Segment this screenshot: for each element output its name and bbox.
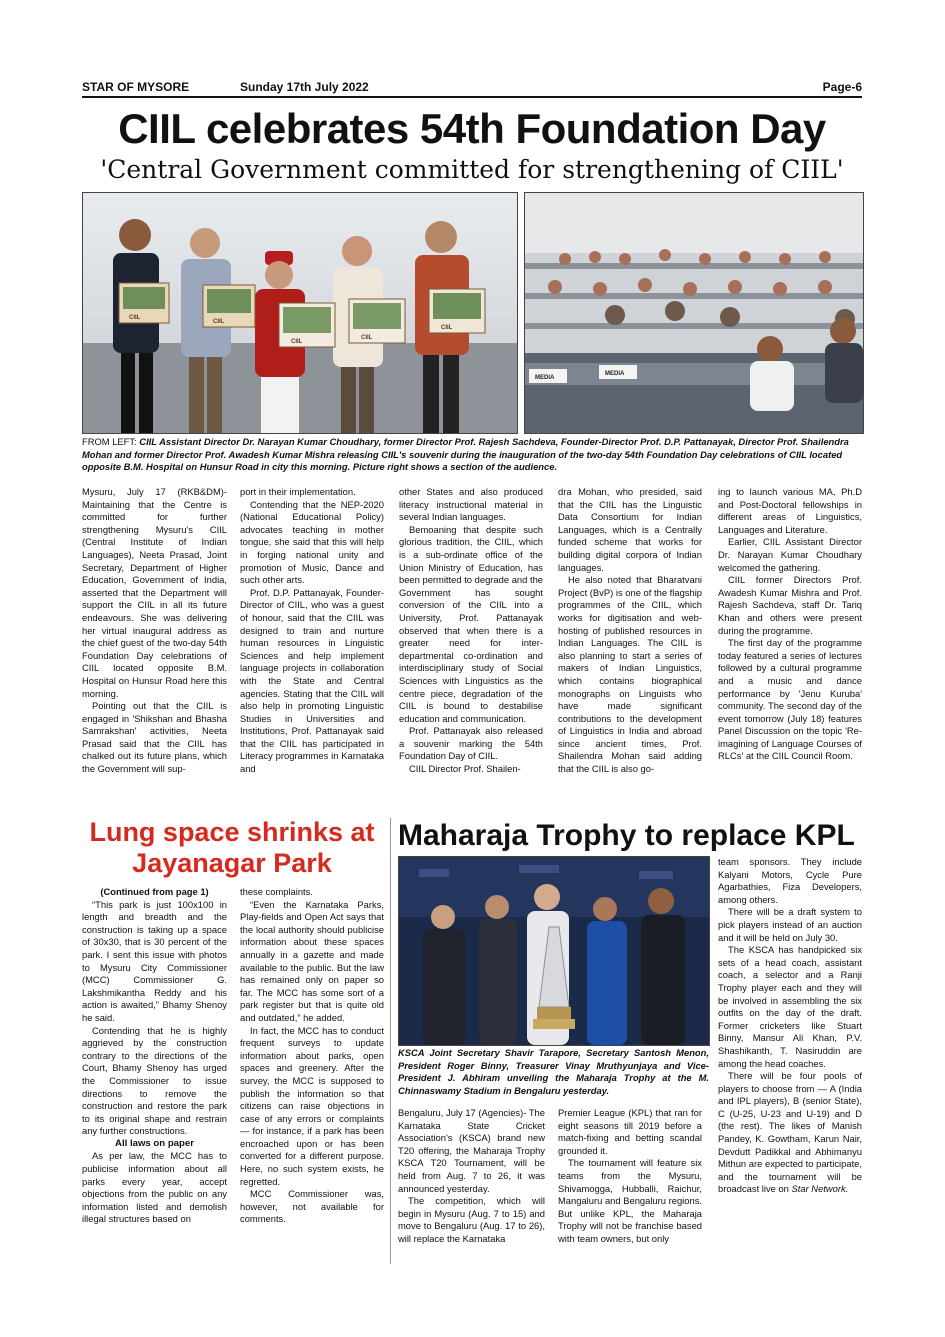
paragraph: The first day of the programme today featured a series of lectures followed by a cultural programme and a music and dance performance by 'Jenu Kuruba' community. The second day of the event tomorrow (July 18) features Panel Discussion on the topic 'Re-imagining of Language Courses of RLCs' at the CIIL Council Room.: [718, 637, 862, 762]
main-headline: CIIL celebrates 54th Foundation Day: [118, 105, 826, 152]
photo-souvenir-release: [82, 192, 518, 434]
book-label: CIIL: [441, 325, 453, 331]
main-photo-caption: [82, 436, 864, 474]
book-label: CIIL: [361, 335, 373, 341]
paragraph: these complaints.: [240, 886, 313, 897]
page-number: Page-6: [822, 80, 862, 94]
main-column-1: [82, 486, 227, 776]
photo-audience-art: [525, 193, 863, 433]
photo-trophy-art: [399, 857, 709, 1045]
continued-note: (Continued from page 1): [100, 886, 209, 897]
paragraph: The tournament will feature six teams from the Mysuru, Shivamogga, Hubballi, Raichur, Mangaluru and Bengaluru regions. But unlike KPL, the Maharaja Trophy will not be franchise based with team owners, but only: [558, 1157, 702, 1244]
lung-column-1: [82, 886, 227, 1226]
media-label: MEDIA: [535, 375, 555, 381]
lung-space-headline: Lung space shrinks at Jayanagar Park: [89, 817, 375, 878]
caption-lead: FROM LEFT:: [82, 436, 137, 447]
paragraph: Prof. D.P. Pattanayak, Founder-Director of CIIL, who was a guest of honour, said that the CIIL was designed to train and nurture human resources in Linguistic Sciences and help implement language projects in collaboration with the State and Central agencies. Stating that the CIIL will also help in promoting Linguistic Studies in Universities and Institutions, Prof. Pattanayak said that the CIIL has participated in Literacy programmes in Karnataka and: [240, 586, 384, 775]
paragraph: port in their implementation.: [240, 486, 356, 497]
maharaja-trophy-headline: Maharaja Trophy to replace KPL: [398, 819, 855, 852]
paragraph: There will be a draft system to pick players instead of an auction and it will be held on July 30.: [718, 906, 862, 943]
paragraph: Pointing out that the CIIL is engaged in 'Shikshan and Bhasha Samrakshan' activities, Neeta Prasad said that the CIIL has chalked out its future plans, which the Government will sup-: [82, 700, 227, 775]
issue-date: Sunday 17th July 2022: [240, 80, 369, 94]
paragraph: He also noted that Bharatvani Project (BvP) is one of the flagship programmes of the CIIL, which works for digitisation and web-hosting of published resources in Indian Languages. The CIIL is also planning to start a series of makers of Indian Linguistics, which contains biographical monographs on Linguists who have made significant contributions to the development of Linguistics in India and abroad since ancient times, Prof. Shailendra Mohan said adding that the CIIL is also go-: [558, 574, 702, 775]
kpl-column-3: [718, 856, 862, 1196]
paragraph: Bengaluru, July 17 (Agencies)- The Karnataka State Cricket Association's (KSCA) brand new T20 offering, the Maharaja Trophy KSCA T20 Tournament, will be held from Aug. 7 to 26, it was announced yesterday.: [398, 1107, 545, 1194]
photo-trophy-unveiling: [398, 856, 710, 1046]
masthead-rule: [82, 96, 862, 98]
book-label: CIIL: [291, 339, 303, 345]
book-label: CIIL: [129, 315, 141, 321]
kpl-column-1: [398, 1107, 545, 1246]
paragraph: Premier League (KPL) that ran for eight seasons till 2019 before a match-fixing and betting scandal grounded it.: [558, 1107, 702, 1156]
paragraph: Bemoaning that despite such glorious tradition, the CIIL, which is a sub-ordinate office of the Union Ministry of Education, has been permitted to degrade and the Government has sought conversion of the CIIL into a University, Prof. Pattanayak observed that when there is a greater need for inter-departmental co-ordination and interdisciplinary study of Social Sciences with Linguistics as the centre piece, degradation of the CIIL is bound to destabilise education and communication.: [399, 523, 543, 724]
main-column-5: [718, 486, 862, 763]
paragraph: CIIL former Directors Prof. Awadesh Kumar Mishra and Prof. Rajesh Sachdeva, staff Dr. Tariq Khan and others were present during the programme.: [718, 574, 862, 636]
paragraph: MCC Commissioner was, however, not available for comments.: [240, 1188, 384, 1225]
paragraph: In fact, the MCC has to conduct frequent surveys to update information about parks, open spaces and greenery. After the survey, the MCC is supposed to publish the information so that citizens can raise objections in case of any errors or complaints — for instance, if a park has been encroached upon or has been converted for a different purpose. Here, no such system exists, he regretted.: [240, 1024, 384, 1187]
subhead-all-laws: All laws on paper: [115, 1137, 194, 1149]
paragraph: Contending that the NEP-2020 (National Educational Policy) advocates teaching in mother tongue, she said that this will help in forging national unity and promotion of Music, Dance and such other arts.: [240, 498, 384, 586]
photo-souvenir-release-art: [83, 193, 517, 433]
publication-name: STAR OF MYSORE: [82, 80, 190, 94]
media-label: MEDIA: [605, 371, 625, 377]
kpl-column-2: [558, 1107, 702, 1246]
column-divider: [390, 818, 391, 1264]
paragraph-text: There will be four pools of players to choose from — A (India and IPL players), B (senior State), C (U-25, U-23 and U-19) and D (the rest). The likes of Manish Pandey, K. Gowtham, Karun Nair, Devdutt Padikkal and Abhimanyu Mithun are expected to participate, and the tournament will be broadcast live on: [718, 1070, 862, 1195]
masthead: [82, 80, 862, 96]
photo-audience: [524, 192, 864, 434]
paragraph: As per law, the MCC has to publicise information about all parks every year, accept objections from the public on any information listed and demolish illegal structures based on: [82, 1150, 227, 1225]
book-label: CIIL: [213, 319, 225, 325]
paragraph: Earlier, CIIL Assistant Director Dr. Narayan Kumar Choudhary welcomed the gathering.: [718, 536, 862, 573]
lung-column-2: [240, 886, 384, 1226]
main-column-4: [558, 486, 702, 776]
paragraph: The competition, which will begin in Mysuru (Aug. 7 to 15) and move to Bengaluru (Aug. 17 to 26), will replace the Karnataka: [398, 1195, 545, 1244]
paragraph: team sponsors. They include Kalyani Motors, Cycle Pure Agarbathies, Fiza Developers, among others.: [718, 856, 862, 905]
paragraph: “Even the Karnataka Parks, Play-fields and Open Act says that the local authority should publicise information about these spaces annually in a gazette and made available to the public. But the law has remained only on paper so far. The MCC has some sort of a park register but that is quite old and outdated,” he added.: [240, 898, 384, 1023]
paragraph: CIIL Director Prof. Shailen-: [409, 763, 521, 775]
paragraph: other States and also produced literacy instructional material in several Indian languages.: [399, 486, 543, 523]
paragraph: ing to launch various MA, Ph.D and Post-Doctoral fellowships in different areas of Linguistics, Languages and Literature.: [718, 486, 862, 535]
paragraph: The KSCA has handpicked six sets of a head coach, assistant coach, a selector and a Ranji Trophy player each and they will be involved in assembling the six outfits on the day of the draft. Former cricketers like Stuart Binny, Mansur Ali Khan, P.V. Shashikanth, T. Nasiruddin are among the head coaches.: [718, 944, 862, 1069]
main-column-2: [240, 486, 384, 776]
caption-text: CIIL Assistant Director Dr. Narayan Kumar Choudhary, former Director Prof. Rajesh Sachdeva, Founder-Director Prof. D.P. Pattanayak, Director Prof. Shailendra Mohan and former Director Prof. Awadesh Kumar Mishra releasing CIIL's souvenir during the inauguration of the two-day 54th Foundation Day celebrations of CIIL located opposite B.M. Hospital on Hunsur Road in city this morning. Picture right shows a section of the audience.: [82, 436, 849, 473]
paragraph: “This park is just 100x100 in length and breadth and the construction is taking up a space of 30x30, that is 30 percent of the park. I sent this issue with photos to Mysuru City Commissioner (MCC) Commissioner G. Lakshmikantha Reddy and his action is awaited,” Bhamy Shenoy he said.: [82, 898, 227, 1023]
paragraph: Prof. Pattanayak also released a souvenir marking the 54th Foundation Day of CIIL.: [399, 725, 543, 762]
paragraph: dra Mohan, who presided, said that the CIIL has the Linguistic Data Consortium for Indian Languages, which is a Centrally funded scheme that works for building digital corpora of Indian languages.: [558, 486, 702, 573]
paragraph: [718, 1070, 862, 1196]
paragraph: Mysuru, July 17 (RKB&DM)- Maintaining that the Centre is committed for further strengthening Mysuru's CIIL (Central Institute of Indian Languages), Neeta Prasad, Joint Secretary, Department of Higher Education, Government of India, asserted that the Department will support the CIIL in all its future endeavours. She was delivering her virtual inaugural address as the chief guest of the two-day 54th Foundation Day celebrations of CIIL located opposite B.M. Hospital on Hunsur Road here this morning.: [82, 486, 227, 699]
trophy-photo-caption: KSCA Joint Secretary Shavir Tarapore, Secretary Santosh Menon, President Roger Binny, Treasurer Vinay Mruthyunjaya and Vice-President J. Abhiram unveiling the Maharaja Trophy at the M. Chinnaswamy Stadium in Bengaluru yesterday.: [398, 1047, 709, 1096]
main-column-3: [399, 486, 543, 776]
main-subheadline: 'Central Government committed for strengthening of CIIL': [100, 155, 844, 184]
network-name: Star Network.: [791, 1183, 849, 1195]
paragraph: Contending that he is highly aggrieved by the construction contrary to the directions of the Court, Bhamy Shenoy has urged the Commissioner to issue directions to remove the construction and restore the park to its original shape and restrain any further constructions.: [82, 1024, 227, 1137]
